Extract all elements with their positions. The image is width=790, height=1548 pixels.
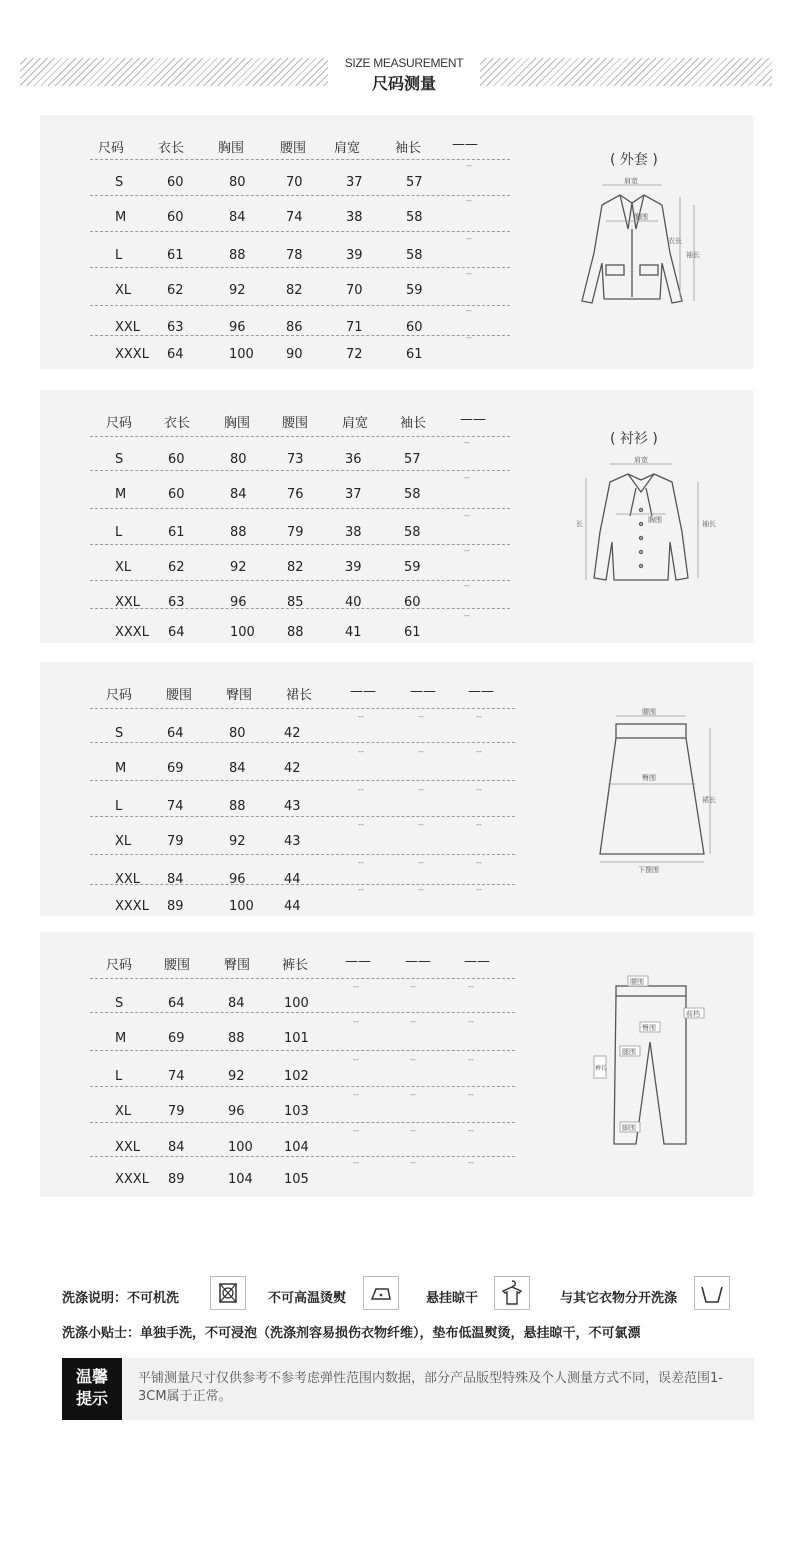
- size-value: 62: [168, 560, 185, 575]
- size-value: 64: [167, 347, 184, 362]
- diagram-label: 袖长: [686, 251, 700, 259]
- size-label: L: [115, 525, 123, 540]
- size-value: --: [464, 438, 470, 447]
- size-value: --: [418, 712, 424, 721]
- size-value: --: [418, 885, 424, 894]
- row-divider: [90, 231, 510, 232]
- size-table-trousers: [40, 932, 753, 1197]
- table-header-cell: 腰围: [282, 416, 309, 431]
- size-value: --: [418, 747, 424, 756]
- size-value: --: [358, 785, 364, 794]
- size-label: L: [115, 248, 123, 263]
- table-header-cell: 胸围: [224, 416, 251, 431]
- row-divider: [90, 884, 515, 885]
- table-header-cell: ——: [405, 954, 431, 969]
- size-value: --: [466, 306, 472, 315]
- row-divider: [90, 436, 510, 437]
- size-value: --: [468, 982, 474, 991]
- size-value: 96: [228, 1104, 245, 1119]
- size-value: 63: [167, 320, 184, 335]
- size-value: 80: [229, 175, 246, 190]
- size-value: 36: [345, 452, 362, 467]
- row-divider: [90, 854, 515, 855]
- size-value: --: [418, 858, 424, 867]
- diagram-label: 臀围: [642, 774, 656, 782]
- diagram-label: 腰围: [642, 708, 656, 716]
- size-value: --: [418, 785, 424, 794]
- size-value: 102: [284, 1069, 309, 1084]
- trousers-diagram: [584, 972, 714, 1152]
- table-header-cell: 袖长: [400, 416, 427, 431]
- size-value: 42: [284, 726, 301, 741]
- coat-diagram: [562, 173, 702, 313]
- size-value: 61: [406, 347, 423, 362]
- size-label: XXXL: [115, 347, 149, 362]
- size-value: 57: [404, 452, 421, 467]
- shirt-diagram: [566, 452, 716, 592]
- row-divider: [90, 1156, 515, 1157]
- size-value: 74: [286, 210, 303, 225]
- diagram-label: 裤长: [595, 1065, 608, 1072]
- row-divider: [90, 1012, 515, 1013]
- size-label: XXL: [115, 595, 141, 610]
- hand-wash-basin-icon: [694, 1276, 730, 1310]
- diagram-label: 胸围: [634, 213, 648, 221]
- size-value: 71: [346, 320, 363, 335]
- size-value: --: [466, 161, 472, 170]
- size-value: 69: [168, 1031, 185, 1046]
- row-divider: [90, 508, 510, 509]
- size-value: --: [466, 333, 472, 342]
- size-label: M: [115, 487, 127, 502]
- size-value: 70: [346, 283, 363, 298]
- size-value: --: [464, 581, 470, 590]
- table-header-cell: ——: [345, 954, 371, 969]
- size-value: --: [353, 1126, 359, 1135]
- size-value: 58: [406, 210, 423, 225]
- row-divider: [90, 1050, 515, 1051]
- size-value: 96: [230, 595, 247, 610]
- size-value: 41: [345, 625, 362, 640]
- size-value: 84: [228, 996, 245, 1011]
- diagram-label: 胸围: [648, 516, 662, 524]
- table-header-cell: 臀围: [224, 958, 251, 973]
- size-label: XXL: [115, 320, 141, 335]
- size-value: 40: [345, 595, 362, 610]
- diagram-label: 肩宽: [634, 456, 648, 464]
- care-label: 不可高温烫熨: [268, 1291, 347, 1306]
- care-label: 洗涤说明：不可机洗: [62, 1291, 180, 1306]
- size-value: 62: [167, 283, 184, 298]
- size-label: S: [115, 996, 124, 1011]
- size-value: --: [418, 820, 424, 829]
- row-divider: [90, 780, 515, 781]
- notice-tag-line: 温馨: [75, 1367, 108, 1386]
- size-value: 78: [286, 248, 303, 263]
- diagram-label: 袖长: [702, 520, 716, 528]
- diagram-label: 裙长: [702, 796, 716, 804]
- size-value: 57: [406, 175, 423, 190]
- table-header-cell: 衣长: [158, 141, 185, 156]
- diagram-label: 长: [576, 520, 583, 528]
- table-header-cell: 肩宽: [342, 416, 369, 431]
- size-value: 79: [287, 525, 304, 540]
- header-stripe-right: [480, 58, 772, 86]
- size-value: --: [464, 511, 470, 520]
- table-header-cell: 裤长: [282, 958, 309, 973]
- size-value: 105: [284, 1172, 309, 1187]
- care-label: 与其它衣物分开洗涤: [560, 1291, 678, 1306]
- size-value: --: [466, 196, 472, 205]
- table-caption: ( 外套 ): [610, 152, 658, 168]
- size-value: 104: [228, 1172, 253, 1187]
- size-value: --: [353, 1158, 359, 1167]
- diagram-label: 前档: [686, 1010, 700, 1018]
- size-label: XL: [115, 560, 132, 575]
- size-label: XL: [115, 834, 132, 849]
- table-header-cell: ——: [468, 684, 494, 699]
- size-value: 79: [168, 1104, 185, 1119]
- size-value: 59: [406, 283, 423, 298]
- size-value: 96: [229, 872, 246, 887]
- diagram-label: 肩宽: [624, 177, 638, 185]
- size-value: --: [476, 747, 482, 756]
- size-value: 58: [406, 248, 423, 263]
- size-value: 38: [345, 525, 362, 540]
- size-label: M: [115, 1031, 127, 1046]
- size-value: 90: [286, 347, 303, 362]
- size-label: S: [115, 726, 124, 741]
- size-label: XXXL: [115, 1172, 149, 1187]
- size-value: --: [358, 858, 364, 867]
- diagram-label: 脚围: [622, 1124, 636, 1132]
- header-stripe-left: [20, 58, 328, 86]
- size-value: --: [353, 1017, 359, 1026]
- size-value: --: [476, 785, 482, 794]
- size-value: --: [358, 820, 364, 829]
- size-value: 37: [345, 487, 362, 502]
- table-header-cell: 尺码: [98, 141, 125, 156]
- size-value: 82: [286, 283, 303, 298]
- size-value: 44: [284, 872, 301, 887]
- size-value: 74: [168, 1069, 185, 1084]
- size-value: 39: [345, 560, 362, 575]
- size-value: 100: [229, 899, 254, 914]
- size-value: 74: [167, 799, 184, 814]
- size-value: 86: [286, 320, 303, 335]
- size-value: 60: [168, 487, 185, 502]
- skirt-diagram: [580, 704, 720, 874]
- size-label: L: [115, 1069, 123, 1084]
- row-divider: [90, 580, 510, 581]
- size-label: L: [115, 799, 123, 814]
- size-value: --: [353, 1090, 359, 1099]
- row-divider: [90, 159, 510, 160]
- table-header-cell: ——: [460, 412, 486, 427]
- table-header-cell: 腰围: [280, 141, 307, 156]
- size-value: 88: [229, 799, 246, 814]
- size-value: 61: [168, 525, 185, 540]
- table-header-cell: 尺码: [106, 688, 133, 703]
- size-value: 39: [346, 248, 363, 263]
- size-table-coat: [40, 115, 753, 369]
- size-value: --: [464, 611, 470, 620]
- size-value: 73: [287, 452, 304, 467]
- size-label: XXXL: [115, 625, 149, 640]
- size-label: M: [115, 210, 127, 225]
- size-value: --: [410, 1090, 416, 1099]
- size-value: 44: [284, 899, 301, 914]
- row-divider: [90, 544, 510, 545]
- size-label: S: [115, 452, 124, 467]
- notice-tag-line: 提示: [75, 1389, 108, 1408]
- size-value: --: [476, 820, 482, 829]
- size-value: 84: [230, 487, 247, 502]
- size-value: 64: [168, 996, 185, 1011]
- size-value: 70: [286, 175, 303, 190]
- header-title-zh: 尺码测量: [371, 74, 436, 93]
- size-value: --: [358, 712, 364, 721]
- section-header: [0, 52, 790, 96]
- table-header-cell: 尺码: [106, 416, 133, 431]
- table-header-cell: 腰围: [166, 688, 193, 703]
- size-label: S: [115, 175, 124, 190]
- size-value: 43: [284, 799, 301, 814]
- size-value: 100: [229, 347, 254, 362]
- size-value: --: [468, 1055, 474, 1064]
- size-value: 61: [167, 248, 184, 263]
- size-value: 92: [229, 283, 246, 298]
- size-label: XXXL: [115, 899, 149, 914]
- size-value: 80: [230, 452, 247, 467]
- size-value: 42: [284, 761, 301, 776]
- size-value: --: [476, 712, 482, 721]
- size-value: 92: [228, 1069, 245, 1084]
- size-value: 101: [284, 1031, 309, 1046]
- size-value: --: [353, 1055, 359, 1064]
- table-header-cell: 胸围: [218, 141, 245, 156]
- table-header-cell: 腰围: [164, 958, 191, 973]
- diagram-label: 衣长: [668, 237, 682, 245]
- row-divider: [90, 305, 510, 306]
- size-value: 60: [167, 175, 184, 190]
- size-value: 84: [229, 210, 246, 225]
- row-divider: [90, 742, 515, 743]
- size-value: 79: [167, 834, 184, 849]
- care-label: 悬挂晾干: [426, 1291, 479, 1306]
- row-divider: [90, 978, 515, 979]
- size-value: 60: [167, 210, 184, 225]
- size-value: --: [468, 1158, 474, 1167]
- size-value: 58: [404, 487, 421, 502]
- size-value: 60: [406, 320, 423, 335]
- size-value: 76: [287, 487, 304, 502]
- size-value: 84: [168, 1140, 185, 1155]
- size-value: 92: [229, 834, 246, 849]
- size-value: 84: [229, 761, 246, 776]
- notice-tag: [62, 1358, 122, 1420]
- size-value: --: [410, 1055, 416, 1064]
- size-table-skirt: [40, 662, 753, 916]
- low-iron-icon: [363, 1276, 399, 1310]
- size-value: --: [464, 473, 470, 482]
- size-value: --: [476, 858, 482, 867]
- size-label: XXL: [115, 872, 141, 887]
- table-header-cell: 尺码: [106, 958, 133, 973]
- size-value: 64: [168, 625, 185, 640]
- size-value: 38: [346, 210, 363, 225]
- table-header-cell: 臀围: [226, 688, 253, 703]
- size-value: 103: [284, 1104, 309, 1119]
- table-header-cell: 肩宽: [334, 141, 361, 156]
- size-value: --: [410, 1126, 416, 1135]
- size-value: 100: [228, 1140, 253, 1155]
- size-value: 58: [404, 525, 421, 540]
- size-label: XL: [115, 283, 132, 298]
- table-header-cell: ——: [410, 684, 436, 699]
- table-header-cell: 衣长: [164, 416, 191, 431]
- diagram-label: 腿围: [622, 1048, 636, 1056]
- size-value: 59: [404, 560, 421, 575]
- size-value: --: [410, 982, 416, 991]
- table-header-cell: ——: [464, 954, 490, 969]
- table-header-cell: 袖长: [395, 141, 422, 156]
- size-table-shirt: [40, 390, 753, 643]
- size-value: 60: [404, 595, 421, 610]
- size-value: --: [468, 1090, 474, 1099]
- size-value: 100: [284, 996, 309, 1011]
- table-header-cell: ——: [350, 684, 376, 699]
- size-value: 43: [284, 834, 301, 849]
- size-value: 100: [230, 625, 255, 640]
- row-divider: [90, 335, 510, 336]
- size-value: 80: [229, 726, 246, 741]
- size-label: XXL: [115, 1140, 141, 1155]
- size-value: --: [476, 885, 482, 894]
- size-value: 60: [168, 452, 185, 467]
- table-caption: ( 衬衫 ): [610, 431, 658, 447]
- row-divider: [90, 708, 515, 709]
- size-value: --: [358, 747, 364, 756]
- warm-notice: [62, 1358, 754, 1420]
- size-value: --: [410, 1158, 416, 1167]
- size-label: XL: [115, 1104, 132, 1119]
- size-value: --: [410, 1017, 416, 1026]
- size-value: 84: [167, 872, 184, 887]
- size-value: --: [466, 234, 472, 243]
- diagram-label: 腰围: [630, 978, 644, 986]
- size-value: --: [468, 1017, 474, 1026]
- size-value: 89: [168, 1172, 185, 1187]
- hang-dry-icon: [494, 1276, 530, 1310]
- header-title-en: SIZE MEASUREMENT: [344, 56, 464, 70]
- row-divider: [90, 1086, 515, 1087]
- size-value: --: [464, 546, 470, 555]
- diagram-label: 下摆围: [638, 866, 659, 874]
- size-value: 88: [230, 525, 247, 540]
- size-value: 88: [228, 1031, 245, 1046]
- size-value: 63: [168, 595, 185, 610]
- notice-text: 平铺测量尺寸仅供参考不参考虑弹性范围内数据，部分产品版型特殊及个人测量方式不同，误差范围1-3CM属于正常。: [138, 1371, 723, 1404]
- size-value: 82: [287, 560, 304, 575]
- diagram-label: 臀围: [642, 1024, 656, 1032]
- size-value: 85: [287, 595, 304, 610]
- size-value: 72: [346, 347, 363, 362]
- row-divider: [90, 1122, 515, 1123]
- size-value: --: [468, 1126, 474, 1135]
- size-value: 37: [346, 175, 363, 190]
- size-value: 64: [167, 726, 184, 741]
- size-value: --: [353, 982, 359, 991]
- no-machine-wash-icon: [210, 1276, 246, 1310]
- size-value: --: [358, 885, 364, 894]
- size-value: --: [466, 269, 472, 278]
- size-label: M: [115, 761, 127, 776]
- row-divider: [90, 816, 515, 817]
- row-divider: [90, 470, 510, 471]
- care-instructions: [60, 1276, 750, 1312]
- table-header-cell: ——: [452, 137, 478, 152]
- size-value: 92: [230, 560, 247, 575]
- size-value: 96: [229, 320, 246, 335]
- wash-tips: 洗涤小贴士：单独手洗，不可浸泡（洗涤剂容易损伤衣物纤维），垫布低温熨烫，悬挂晾干，不可氯漂: [62, 1326, 641, 1341]
- size-value: 88: [287, 625, 304, 640]
- size-value: 88: [229, 248, 246, 263]
- size-value: 61: [404, 625, 421, 640]
- size-value: 69: [167, 761, 184, 776]
- row-divider: [90, 195, 510, 196]
- size-value: 104: [284, 1140, 309, 1155]
- size-value: 89: [167, 899, 184, 914]
- row-divider: [90, 267, 510, 268]
- table-header-cell: 裙长: [286, 688, 313, 703]
